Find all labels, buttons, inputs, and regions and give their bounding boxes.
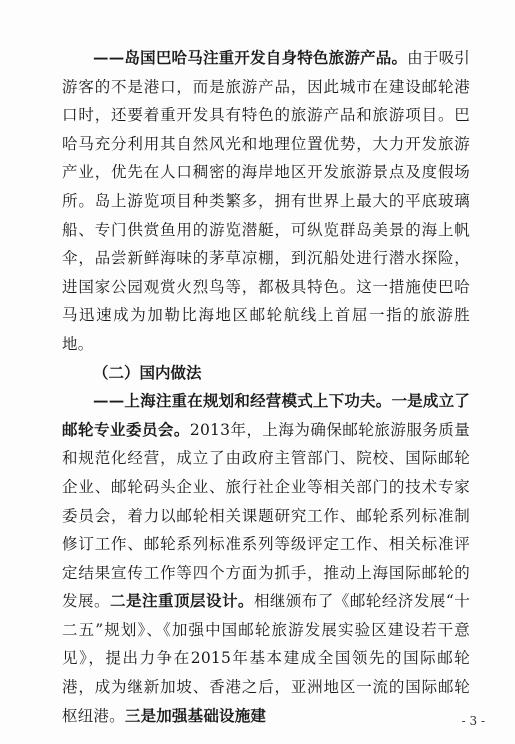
paragraph-bahamas: [62, 44, 470, 359]
paragraph-text: 由于吸引游客的不是港口，而是旅游产品，因此城市在建设邮轮港口时，还要着重开发具有特色的旅游产品和旅游项目。巴哈马充分利用其自然风光和地理位置优势，大力开发旅游产业，优先在人口稠密的海岸地区开发旅游景点及度假场所。岛上游览项目种类繁多，拥有世界上最大的平底玻璃船、专门供赏鱼用的游览潜艇，可纵览群岛美景的海上帆伞，品尝新鲜海味的茅草凉棚，到沉船处进行潜水探险，进国家公园观赏火烈鸟等，都极具特色。这一措施使巴哈马迅速成为加勒比海地区邮轮航线上首屈一指的旅游胜地。: [62, 49, 470, 353]
document-body: [62, 44, 470, 730]
section-heading: （二）国内做法: [93, 362, 202, 382]
paragraph-lead-3: 三是加强基础设施建: [124, 705, 267, 725]
paragraph-text: 2013年，上海为确保邮轮旅游服务质量和规范化经营，成立了由政府主管部门、院校、国际邮轮企业、邮轮码头企业、旅行社企业等相关部门的技术专家委员会，着力以邮轮相关课题研究工作、邮轮系列标准制修订工作、邮轮系列标准系列等级评定工作、相关标准评定结果宣传工作等四个方面为抓手，推动上海国际邮轮的发展。: [62, 420, 471, 611]
paragraph-text-2: 相继颁布了《邮轮经济发展“十二五”规划》、《加强中国邮轮旅游发展实验区建设若干意见》，提出力争在2015年基本建成全国领先的国际邮轮港，成为继新加坡、香港之后，亚洲地区一流的国际邮轮枢纽港。: [62, 592, 470, 725]
page-number: - 3 -: [461, 714, 485, 728]
paragraph-lead: ——岛国巴哈马注重开发自身特色旅游产品。: [93, 48, 408, 67]
paragraph-lead-2: 二是注重顶层设计。: [109, 591, 254, 611]
paragraph-shanghai: [62, 387, 470, 730]
paragraph-lead: ——上海注重在规划和经营模式上下功夫。一是成立了邮轮专业委员会。: [62, 391, 470, 439]
